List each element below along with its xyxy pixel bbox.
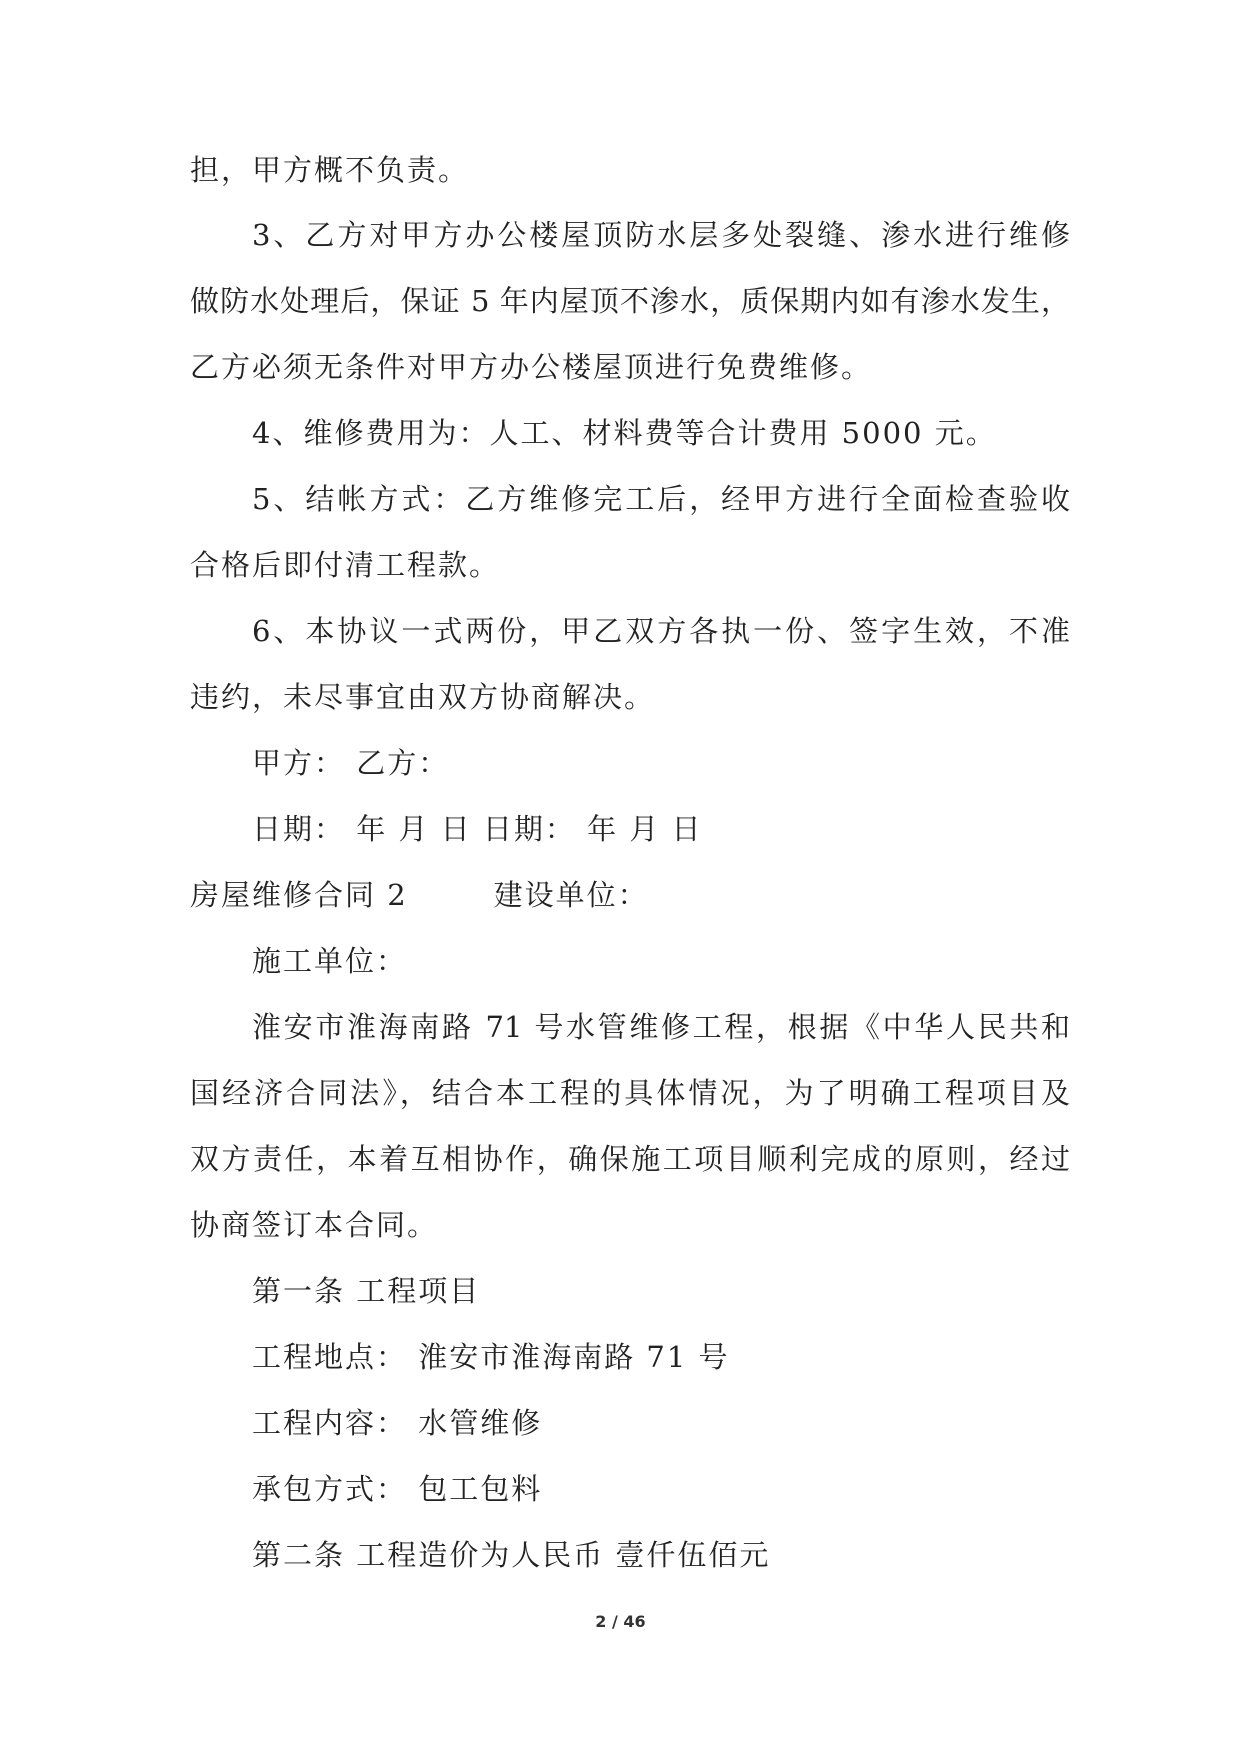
article-heading: 第二条 工程造价为人民币 壹仟伍佰元 bbox=[252, 1538, 771, 1572]
paragraph-line: 6、本协议一式两份，甲乙双方各执一份、签字生效，不准 bbox=[252, 614, 1070, 648]
paragraph-line: 施工单位： bbox=[252, 944, 408, 978]
paragraph-line: 国经济合同法》，结合本工程的具体情况，为了明确工程项目及 bbox=[190, 1076, 1070, 1110]
paragraph-line: 承包方式： 包工包料 bbox=[252, 1472, 543, 1506]
paragraph-line: 4、维修费用为：人工、材料费等合计费用 5000 元。 bbox=[252, 416, 997, 450]
article-heading: 第一条 工程项目 bbox=[252, 1274, 481, 1308]
paragraph-line: 淮安市淮海南路 71 号水管维修工程，根据《中华人民共和 bbox=[252, 1010, 1070, 1044]
paragraph-line: 做防水处理后，保证 5 年内屋顶不渗水，质保期内如有渗水发生， bbox=[190, 284, 1070, 318]
paragraph-line: 合格后即付清工程款。 bbox=[190, 548, 501, 582]
construction-party-label: 建设单位： bbox=[493, 878, 649, 912]
signature-parties-line: 甲方： 乙方： bbox=[252, 746, 450, 780]
paragraph-line: 5、结帐方式：乙方维修完工后，经甲方进行全面检查验收 bbox=[252, 482, 1070, 516]
contract-title: 房屋维修合同 2 bbox=[190, 878, 408, 912]
page-number: 2 / 46 bbox=[595, 1612, 646, 1631]
paragraph-line: 乙方必须无条件对甲方办公楼屋顶进行免费维修。 bbox=[190, 350, 873, 384]
paragraph-line: 违约，未尽事宜由双方协商解决。 bbox=[190, 680, 656, 714]
signature-date-line: 日期： 年 月 日 日期： 年 月 日 bbox=[252, 812, 703, 846]
paragraph-line: 工程地点： 淮安市淮海南路 71 号 bbox=[252, 1340, 730, 1374]
paragraph-line: 双方责任，本着互相协作，确保施工项目顺利完成的原则，经过 bbox=[190, 1142, 1070, 1176]
paragraph-line: 协商签订本合同。 bbox=[190, 1208, 439, 1242]
paragraph-line: 担，甲方概不负责。 bbox=[190, 153, 470, 187]
paragraph-line: 工程内容： 水管维修 bbox=[252, 1406, 543, 1440]
contract-heading-line bbox=[190, 875, 1070, 915]
paragraph-line: 3、乙方对甲方办公楼屋顶防水层多处裂缝、渗水进行维修 bbox=[252, 218, 1070, 252]
